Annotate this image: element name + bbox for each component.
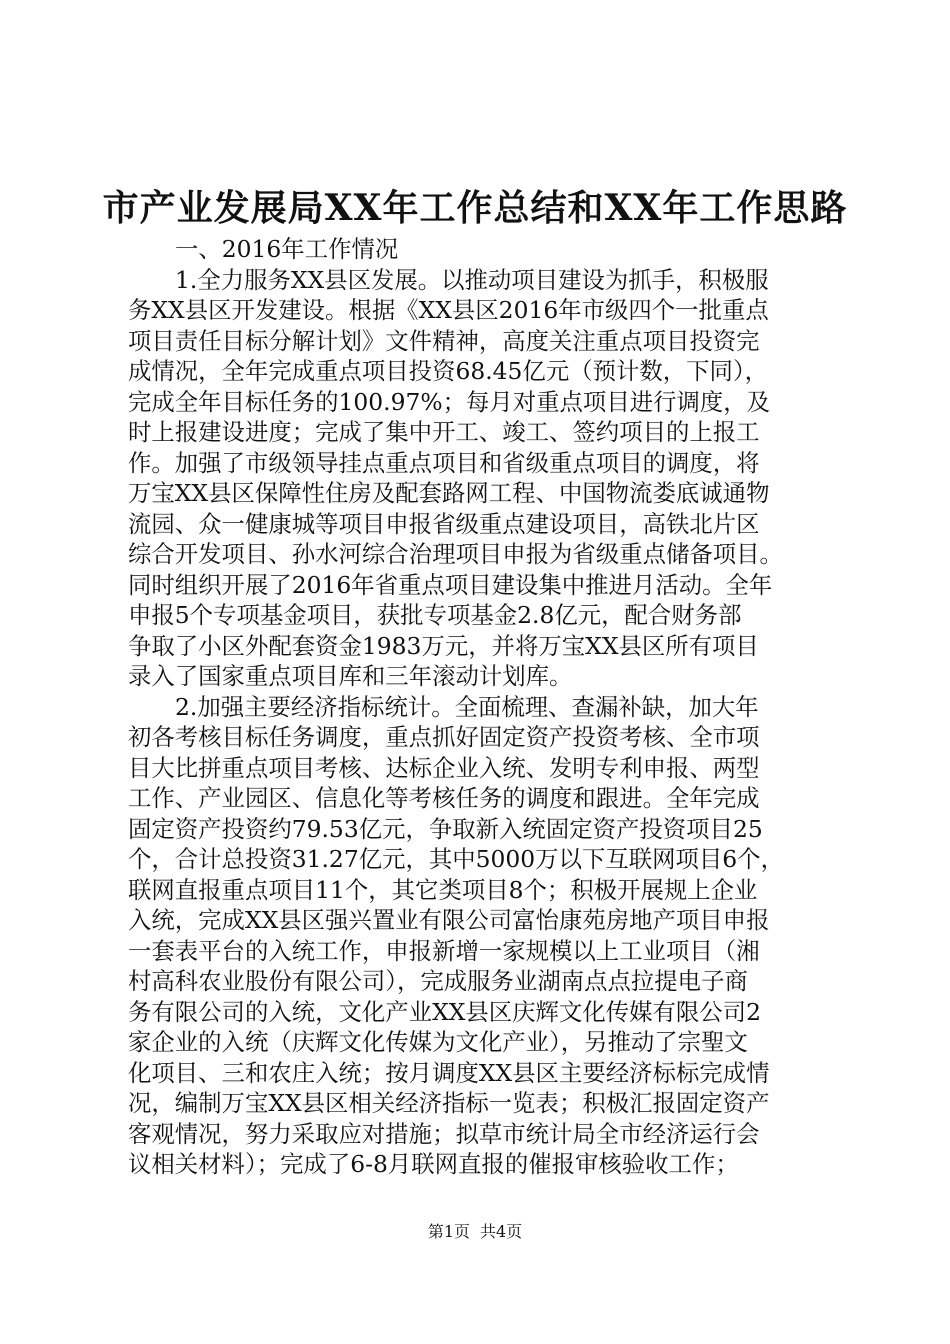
paragraph-1 [128,265,828,692]
paragraph-line: 录入了国家重点项目库和三年滚动计划库。 [128,662,573,690]
paragraph-line: 成情况，全年完成重点项目投资68.45亿元（预计数，下同）， [128,357,769,385]
paragraph-line: 务有限公司的入统，文化产业XX县区庆辉文化传媒有限公司2 [128,997,761,1026]
paragraph-line: 争取了小区外配套资金1983万元，并将万宝XX县区所有项目 [128,631,759,660]
paragraph-line: 务XX县区开发建设。根据《XX县区2016年市级四个一批重点 [128,296,769,324]
paragraph-line: 目大比拼重点项目考核、达标企业入统、发明专利申报、两型 [128,753,760,782]
paragraph-line: 同时组织开展了2016年省重点项目建设集中推进月活动。全年 [128,570,773,599]
paragraph-line: 项目责任目标分解计划》文件精神，高度关注重点项目投资完 [128,326,760,355]
page-total: 共4页 [480,1222,523,1241]
paragraph-line: 村高科农业股份有限公司），完成服务业湖南点点拉提电子商 [128,967,748,995]
paragraph-line: 万宝XX县区保障性住房及配套路网工程、中国物流娄底诚通物 [128,479,770,507]
paragraph-line: 化项目、三和农庄入统；按月调度XX县区主要经济标标完成情 [128,1058,770,1087]
paragraph-line: 申报5个专项基金项目，获批专项基金2.8亿元，配合财务部 [128,601,742,629]
paragraph-line: 流园、众一健康城等项目申报省级重点建设项目，高铁北片区 [128,509,760,538]
paragraph-line: 入统，完成XX县区强兴置业有限公司富怡康苑房地产项目申报 [128,906,770,934]
page-footer [0,1222,950,1242]
paragraph-line: 完成全年目标任务的100.97%；每月对重点项目进行调度，及 [128,387,771,416]
document-body [128,234,828,1180]
document-title: 市产业发展局XX年工作总结和XX年工作思路 [102,187,848,229]
paragraph-line: 联网直报重点项目11个，其它类项目8个；积极开展规上企业 [128,875,758,904]
paragraph-line: 客观情况，努力采取应对措施；拟草市统计局全市经济运行会 [128,1119,760,1148]
paragraph-line: 1.全力服务XX县区发展。以推动项目建设为抓手，积极服 [175,265,769,294]
paragraph-line: 况，编制万宝XX县区相关经济指标一览表；积极汇报固定资产 [128,1089,770,1117]
paragraph-2 [128,692,828,1180]
paragraph-line: 固定资产投资约79.53亿元，争取新入统固定资产投资项目25 [128,814,763,843]
section-heading: 一、2016年工作情况 [175,235,399,263]
paragraph-line: 家企业的入统（庆辉文化传媒为文化产业），另推动了宗聖文 [128,1028,748,1056]
paragraph-line: 工作、产业园区、信息化等考核任务的调度和跟进。全年完成 [128,784,760,812]
paragraph-line: 2.加强主要经济指标统计。全面梳理、查漏补缺，加大年 [175,692,759,721]
page-number: 第1页 [427,1222,470,1241]
paragraph-line: 初各考核目标任务调度，重点抓好固定资产投资考核、全市项 [128,723,760,751]
paragraph-line: 综合开发项目、孙水河综合治理项目申报为省级重点储备项目。 [128,540,783,568]
paragraph-line: 时上报建设进度；完成了集中开工、竣工、签约项目的上报工 [128,418,760,446]
paragraph-line: 议相关材料）；完成了6-8月联网直报的催报审核验收工作； [128,1150,739,1178]
paragraph-line: 作。加强了市级领导挂点重点项目和省级重点项目的调度，将 [128,448,760,477]
paragraph-line: 个，合计总投资31.27亿元，其中5000万以下互联网项目6个， [128,845,784,873]
paragraph-line: 一套表平台的入统工作，申报新增一家规模以上工业项目（湘 [128,936,760,965]
